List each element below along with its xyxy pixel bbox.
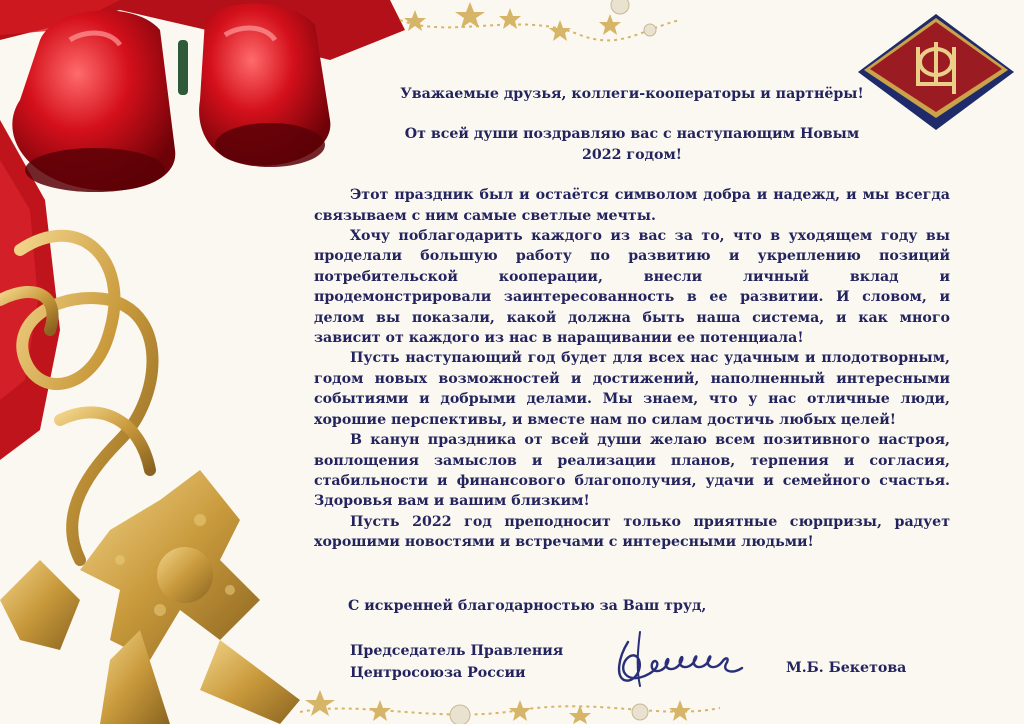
star-garland-icon <box>404 2 621 41</box>
handwritten-signature <box>610 628 760 690</box>
letter-body <box>314 84 950 553</box>
bell-icon <box>199 4 330 167</box>
congratulation: От всей души поздравляю вас с наступающим Новым 2022 годом! <box>404 126 860 163</box>
greeting: Уважаемые друзья, коллеги-кооператоры и партнёры! <box>400 86 864 102</box>
paragraph: Пусть наступающий год будет для всех нас удачным и плодотворным, годом новых возможностей и достижений, наполненный интересными событиями и добрыми делами. Мы знаем, что у нас отличные люди, хорошие перспективы, и вместе нам по силам достичь любых целей! <box>314 350 950 428</box>
signer-name: М.Б. Бекетова <box>786 660 907 676</box>
gold-snowflake-icon <box>0 470 300 724</box>
closing-line: С искренней благодарностью за Ваш труд, <box>348 598 707 614</box>
signer-position-line: Председатель Правления <box>350 643 564 659</box>
bell-icon <box>12 10 175 192</box>
paragraph: Хочу поблагодарить каждого из вас за то, что в уходящем году вы проделали большую работу по развитию и укреплению позиций потребительской кооперации, внесли личный вклад и продемонстрировали заинтересованность в ее развитии. И словом, и делом вы показали, какой должна быть наша система, и как много зависит от каждого из нас в наращивании ее потенциала! <box>314 228 950 347</box>
paragraph: Пусть 2022 год преподносит только приятные сюрпризы, радует хорошими новостями и встречами с интересными людьми! <box>314 513 950 551</box>
signer-position <box>350 640 563 684</box>
paragraph: В канун праздника от всей души желаю всем позитивного настроя, воплощения замыслов и реализации планов, терпения и согласия, стабильности и финансового благополучия, удачи и семейного счастья. Здоровья вам и вашим близким! <box>314 432 950 510</box>
paragraph: Этот праздник был и остаётся символом добра и надежд, и мы всегда связываем с ним самые светлые мечты. <box>314 187 950 224</box>
signer-position-line: Центросоюза России <box>350 665 526 681</box>
